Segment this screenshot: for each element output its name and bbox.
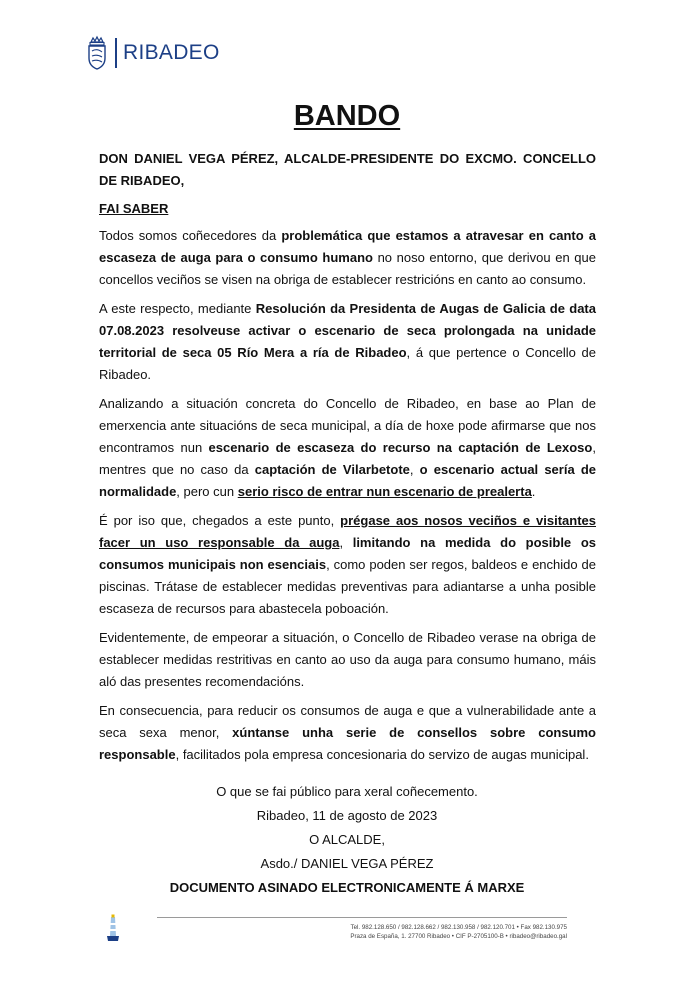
footer-contacts: [300, 923, 567, 941]
electronic-signature-note: DOCUMENTO ASINADO ELECTRONICAMENTE Á MARXE: [169, 880, 525, 895]
signer-role: O ALCALDE,: [309, 832, 385, 847]
brand-name: RIBADEO: [123, 41, 220, 64]
signer-name: Asdo./ DANIEL VEGA PÉREZ: [260, 856, 434, 871]
document-body: [99, 148, 596, 773]
ribadeo-coat-of-arms-icon: [86, 35, 108, 71]
footer-address-line: Praza de España, 1. 27700 Ribadeo • CIF P-2705100-B • ribadeo@ribadeo.gal: [350, 933, 567, 940]
paragraph-6: En consecuencia, para reducir os consumos de auga e que a vulnerabilidade ante a seca sexa menor, xúntanse unha serie de consellos sobre consumo responsable, facilitados pola empresa concesionaria do servizo de augas municipal.: [99, 703, 596, 762]
closing-block: [0, 781, 694, 901]
public-notice-line: O que se fai público para xeral coñecemento.: [216, 784, 478, 799]
lighthouse-icon: [106, 914, 120, 942]
logo-divider: [115, 38, 117, 68]
paragraph-4: É por iso que, chegados a este punto, prégase aos nosos veciños e visitantes facer un uso responsable da auga, limitando na medida do posible os consumos municipais non esenciais, como poden ser regos, baldeos e enchido de piscinas. Trátase de establecer medidas preventivas para adiantarse a unha posible escaseza de recursos para abastecela poboación.: [99, 513, 597, 616]
footer-divider: [157, 917, 567, 918]
paragraph-5: Evidentemente, de empeorar a situación, o Concello de Ribadeo verase na obriga de establecer medidas restritivas en canto ao uso da auga para consumo humano, máis aló das presentes recomendacións.: [99, 630, 596, 689]
paragraph-1: Todos somos coñecedores da problemática que estamos a atravesar en canto a escaseza de auga para o consumo humano no noso entorno, que derivou en que concellos veciños se visen na obriga de establecer restricións en canto ao consumo.: [99, 228, 597, 287]
document-title: BANDO: [293, 100, 401, 132]
paragraph-2: A este respecto, mediante Resolución da Presidenta de Augas de Galicia de data 07.08.2023 resolveuse activar o escenario de seca prolongada na unidade territorial de seca 05 Río Mera a ría de Ribadeo, á que pertence o Concello de Ribadeo.: [99, 301, 596, 382]
fai-saber-heading: FAI SABER: [99, 201, 169, 216]
intro-heading: DON DANIEL VEGA PÉREZ, ALCALDE-PRESIDENTE DO EXCMO. CONCELLO DE RIBADEO,: [99, 151, 596, 188]
ribadeo-logo: [86, 34, 220, 72]
footer-phone-line: Tel. 982.128.650 / 982.128.662 / 982.130.958 / 982.120.701 • Fax 982.130.975: [350, 924, 567, 931]
place-date: Ribadeo, 11 de agosto de 2023: [256, 808, 438, 823]
paragraph-3: Analizando a situación concreta do Concello de Ribadeo, en base ao Plan de emerxencia ante situacións de seca municipal, a día de hoxe pode afirmarse que nos encontramos nun escenario de escaseza do recurso na captación de Lexoso, mentres que no caso da captación de Vilarbetote, o escenario actual sería de normalidade, pero cun serio risco de entrar nun escenario de prealerta.: [99, 396, 596, 499]
